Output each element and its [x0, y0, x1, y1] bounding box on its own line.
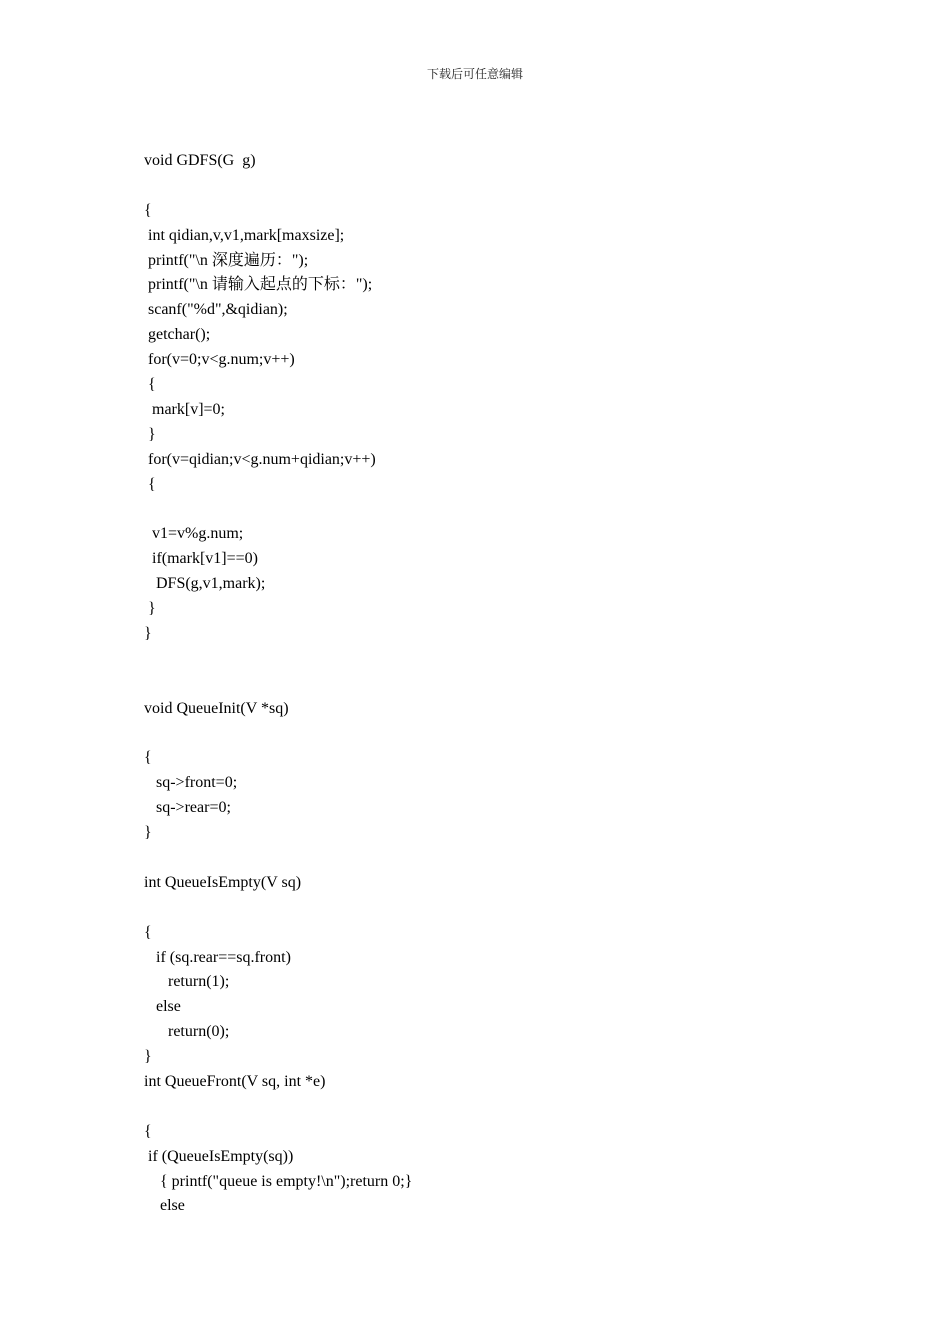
code-line: { [144, 749, 152, 767]
code-line: } [144, 824, 152, 842]
page-header [0, 66, 950, 82]
code-line [144, 647, 844, 672]
code-line [144, 896, 844, 921]
code-line [144, 672, 844, 697]
code-line: printf("\n 请输入起点的下标："); [144, 276, 373, 294]
code-line: { [144, 923, 152, 941]
code-line: { [144, 201, 152, 219]
code-line: int qidian,v,v1,mark[maxsize]; [144, 226, 345, 244]
code-line: { [144, 376, 156, 394]
code-line: mark[v]=0; [144, 400, 225, 418]
code-line: getchar(); [144, 326, 211, 344]
code-line: else [144, 998, 181, 1016]
code-line: for(v=0;v<g.num;v++) [144, 351, 295, 369]
code-line [144, 846, 844, 871]
code-line: v1=v%g.num; [144, 525, 244, 543]
code-line: DFS(g,v1,mark); [144, 575, 266, 593]
code-line: } [144, 624, 152, 642]
code-line: if (sq.rear==sq.front) [144, 948, 291, 966]
code-line: } [144, 425, 156, 443]
code-line [144, 721, 844, 746]
code-line: printf("\n 深度遍历："); [144, 251, 309, 269]
code-line: } [144, 600, 156, 618]
code-line: void QueueInit(V *sq) [144, 699, 289, 717]
code-block [144, 149, 844, 1219]
code-line: void GDFS(G g) [144, 152, 256, 169]
code-line: sq->rear=0; [144, 799, 231, 817]
code-line: return(0); [144, 1023, 230, 1041]
code-line: if(mark[v1]==0) [144, 550, 259, 568]
code-line [144, 1095, 844, 1120]
code-line: { [144, 1122, 152, 1140]
code-line: return(1); [144, 973, 230, 991]
code-line: { printf("queue is empty!\n");return 0;} [144, 1172, 413, 1190]
code-line: scanf("%d",&qidian); [144, 301, 288, 319]
code-line: { [144, 475, 156, 493]
code-line: if (QueueIsEmpty(sq)) [144, 1147, 294, 1165]
code-line: sq->front=0; [144, 774, 238, 792]
code-line: } [144, 1048, 152, 1066]
code-line: int QueueFront(V sq, int *e) [144, 1072, 326, 1090]
code-line: else [144, 1197, 185, 1215]
code-line: int QueueIsEmpty(V sq) [144, 873, 302, 891]
code-line [144, 174, 844, 199]
code-line: for(v=qidian;v<g.num+qidian;v++) [144, 450, 376, 468]
header-note: 下载后可任意编辑 [426, 67, 523, 81]
code-line [144, 497, 844, 522]
